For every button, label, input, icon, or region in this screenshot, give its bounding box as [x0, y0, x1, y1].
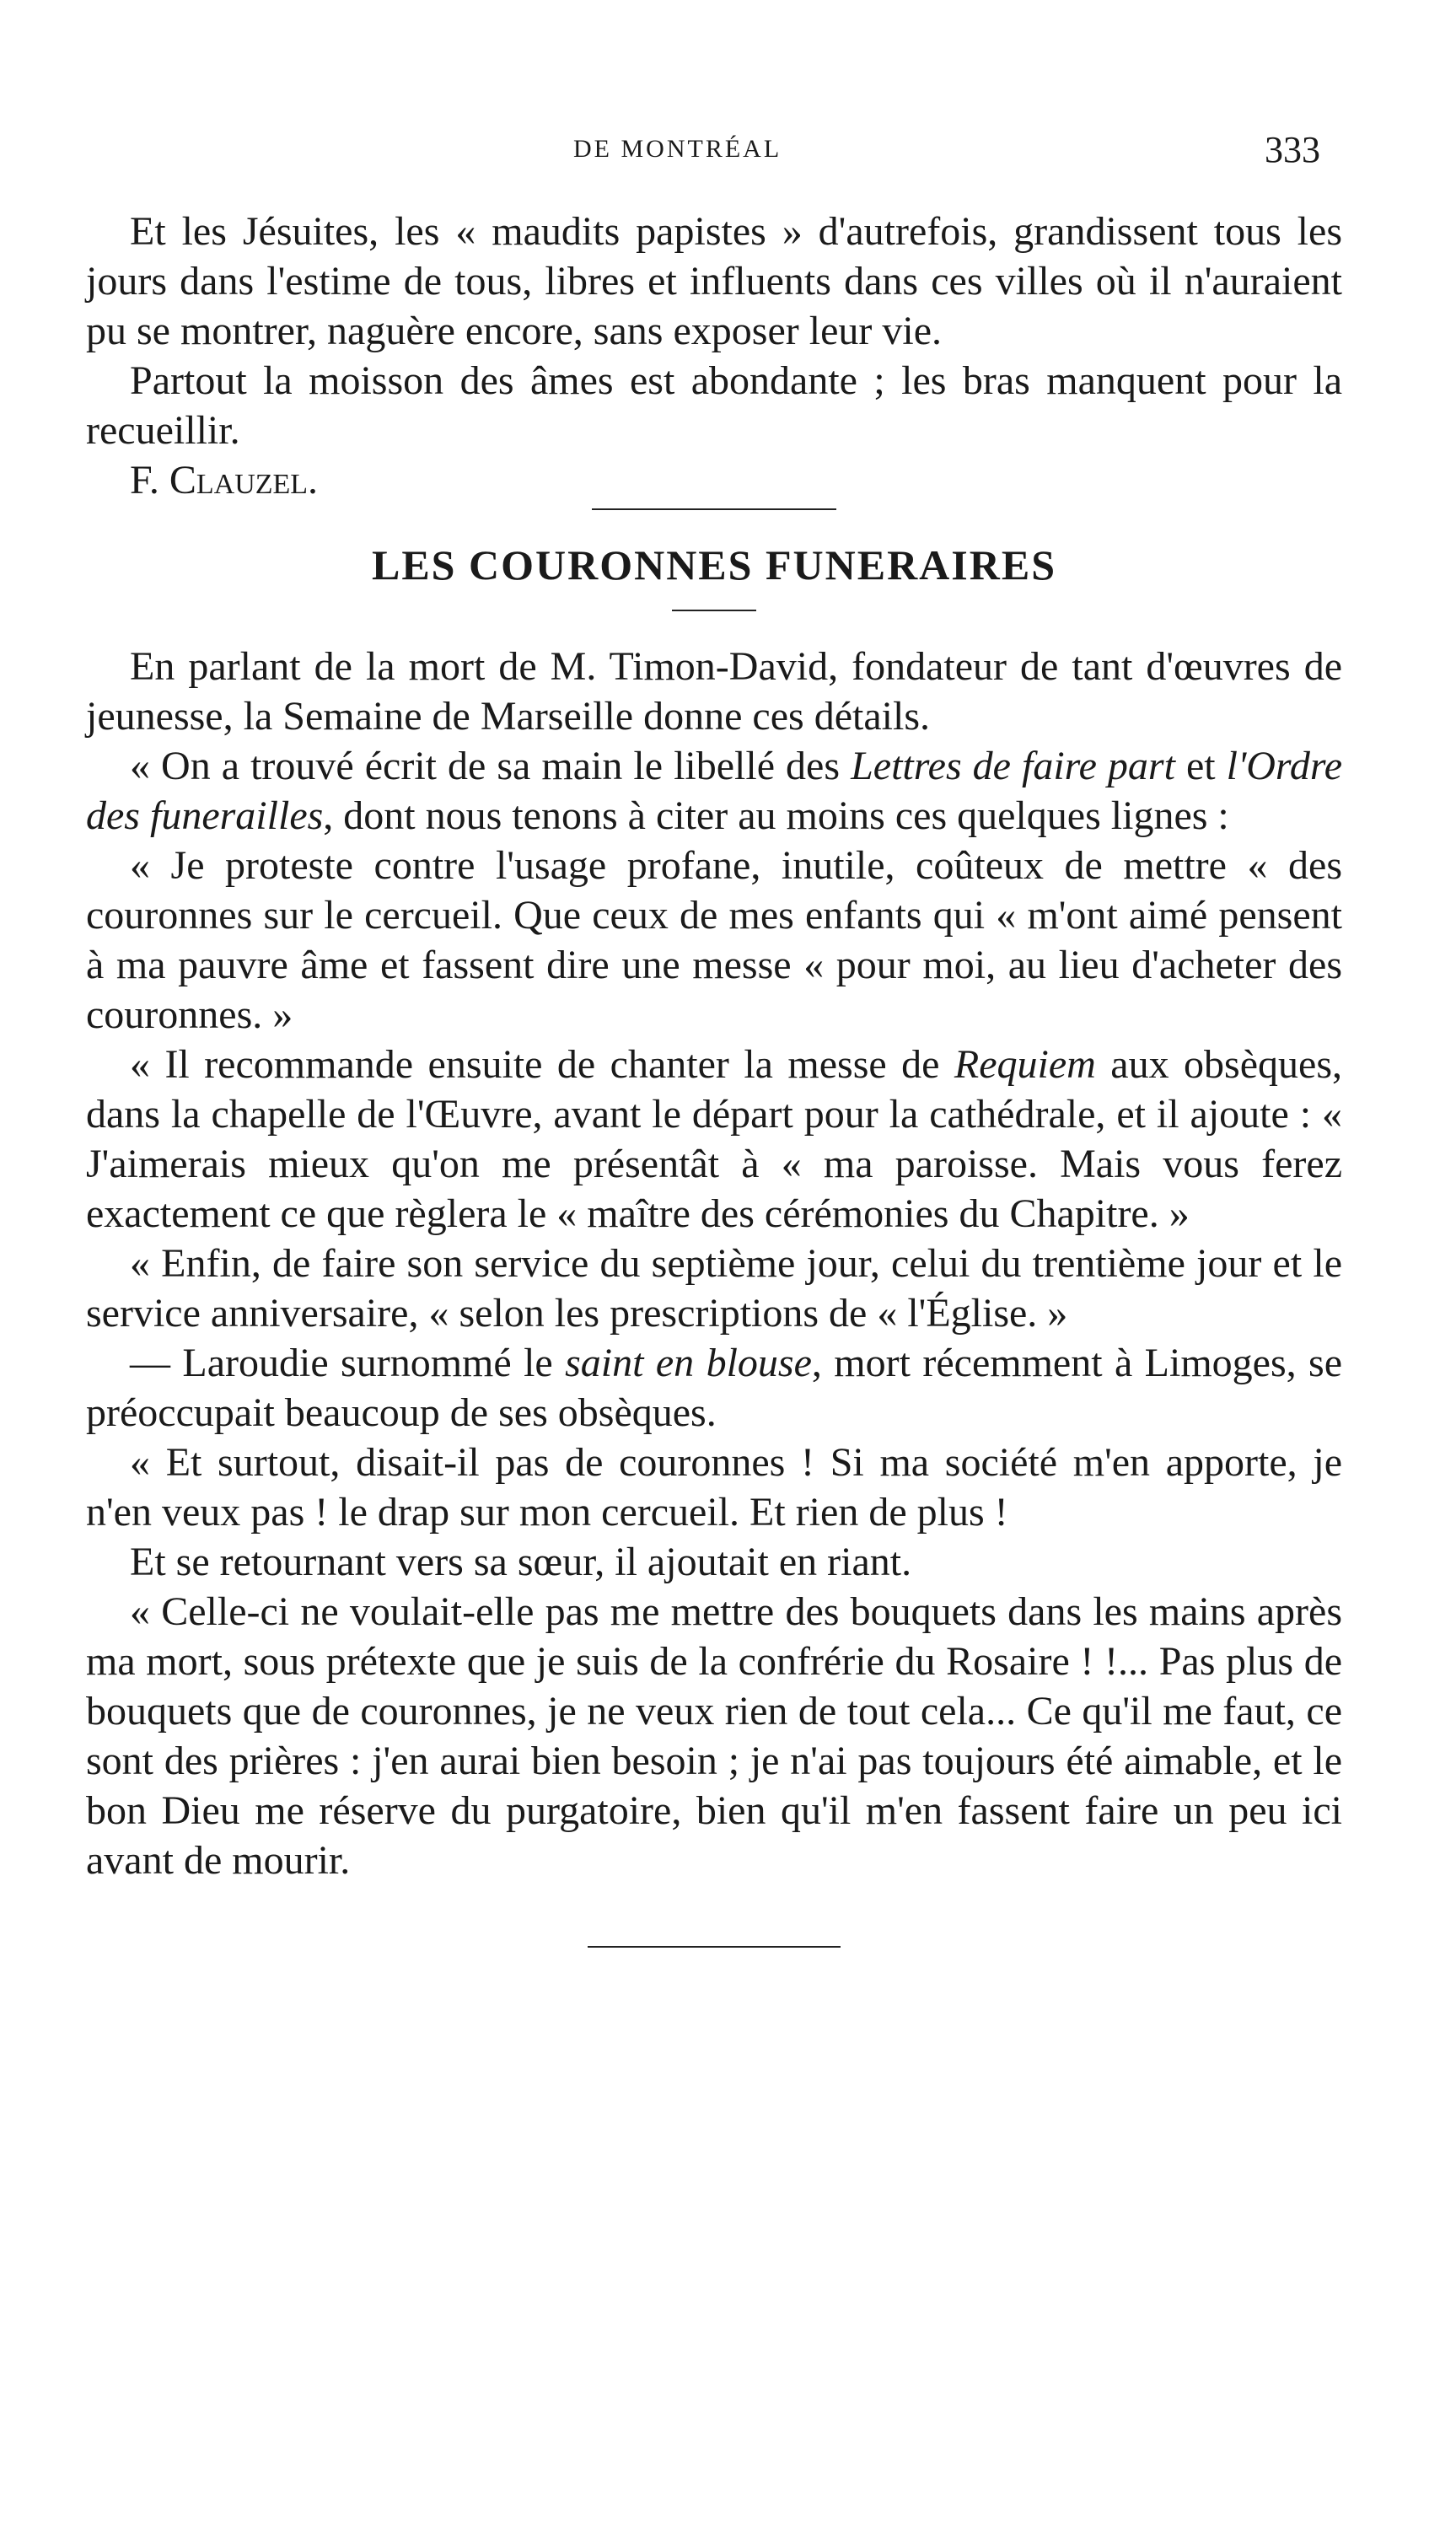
end-rule: [588, 1946, 841, 1948]
intro-paragraph: Et les Jésuites, les « maudits papistes » d'autrefois, grandissent tous les jours dans l'estime de tous, libres et influents dans ces villes où il n'auraient pu se montrer, naguère encore, sans exposer leur vie.: [86, 209, 1342, 353]
article-paragraph: « Celle-ci ne voulait-elle pas me mettre des bouquets dans les mains après ma mort, sous prétexte que je suis de la confrérie du Rosaire ! !... Pas plus de bouquets que de couronnes, je ne veux rien de tout cela... Ce qu'il me faut, ce sont des prières : j'en aurai bien besoin ; je n'ai pas toujours été aimable, et le bon Dieu me réserve du purgatoire, bien qu'il m'en fassent faire un peu ici avant de mourir.: [86, 1589, 1342, 1883]
article-paragraph: — Laroudie surnommé le saint en blouse, mort récemment à Limoges, se préoccupait beaucoup de ses obsèques.: [86, 1341, 1343, 1435]
article-paragraph: « Enfin, de faire son service du septième jour, celui du trentième jour et le service anniversaire, « selon les prescriptions de « l'Église. »: [86, 1241, 1342, 1336]
article-paragraph: « Il recommande ensuite de chanter la messe de Requiem aux obsèques, dans la chapelle de l'Œuvre, avant le départ pour la cathédrale, et il ajoute : « J'aimerais mieux qu'on me présentât à « ma paroisse. Mais vous ferez exactement ce que règlera le « maître des cérémonies du Chapitre. »: [86, 1042, 1342, 1236]
signature: F. Clauzel.: [130, 458, 319, 503]
body-text: [86, 207, 1342, 1948]
article-paragraph: « Et surtout, disait-il pas de couronnes ! Si ma société m'en apporte, je n'en veux pas ! le drap sur mon cercueil. Et rien de plus !: [86, 1440, 1342, 1535]
running-title: DE MONTRÉAL: [573, 135, 782, 163]
article-paragraph: « On a trouvé écrit de sa main le libellé des Lettres de faire part et l'Ordre des funerailles, dont nous tenons à citer au moins ces quelques lignes :: [86, 744, 1343, 838]
title-rule: [672, 610, 756, 611]
article-paragraph: En parlant de la mort de M. Timon-David, fondateur de tant d'œuvres de jeunesse, la Semaine de Marseille donne ces détails.: [86, 644, 1342, 739]
article-paragraph: « Je proteste contre l'usage profane, inutile, coûteux de mettre « des couronnes sur le cercueil. Que ceux de mes enfants qui « m'ont aimé pensent à ma pauvre âme et fassent dire une messe « pour moi, au lieu d'acheter des couronnes. »: [86, 843, 1342, 1037]
article-paragraph: Et se retournant vers sa sœur, il ajoutait en riant.: [130, 1540, 912, 1584]
section-divider: [592, 508, 836, 510]
running-head: [0, 129, 1456, 177]
section-title: LES COURONNES FUNERAIRES: [371, 541, 1057, 589]
intro-paragraph: Partout la moisson des âmes est abondante ; les bras manquent pour la recueillir.: [86, 358, 1342, 453]
page-number: 333: [1265, 129, 1320, 170]
